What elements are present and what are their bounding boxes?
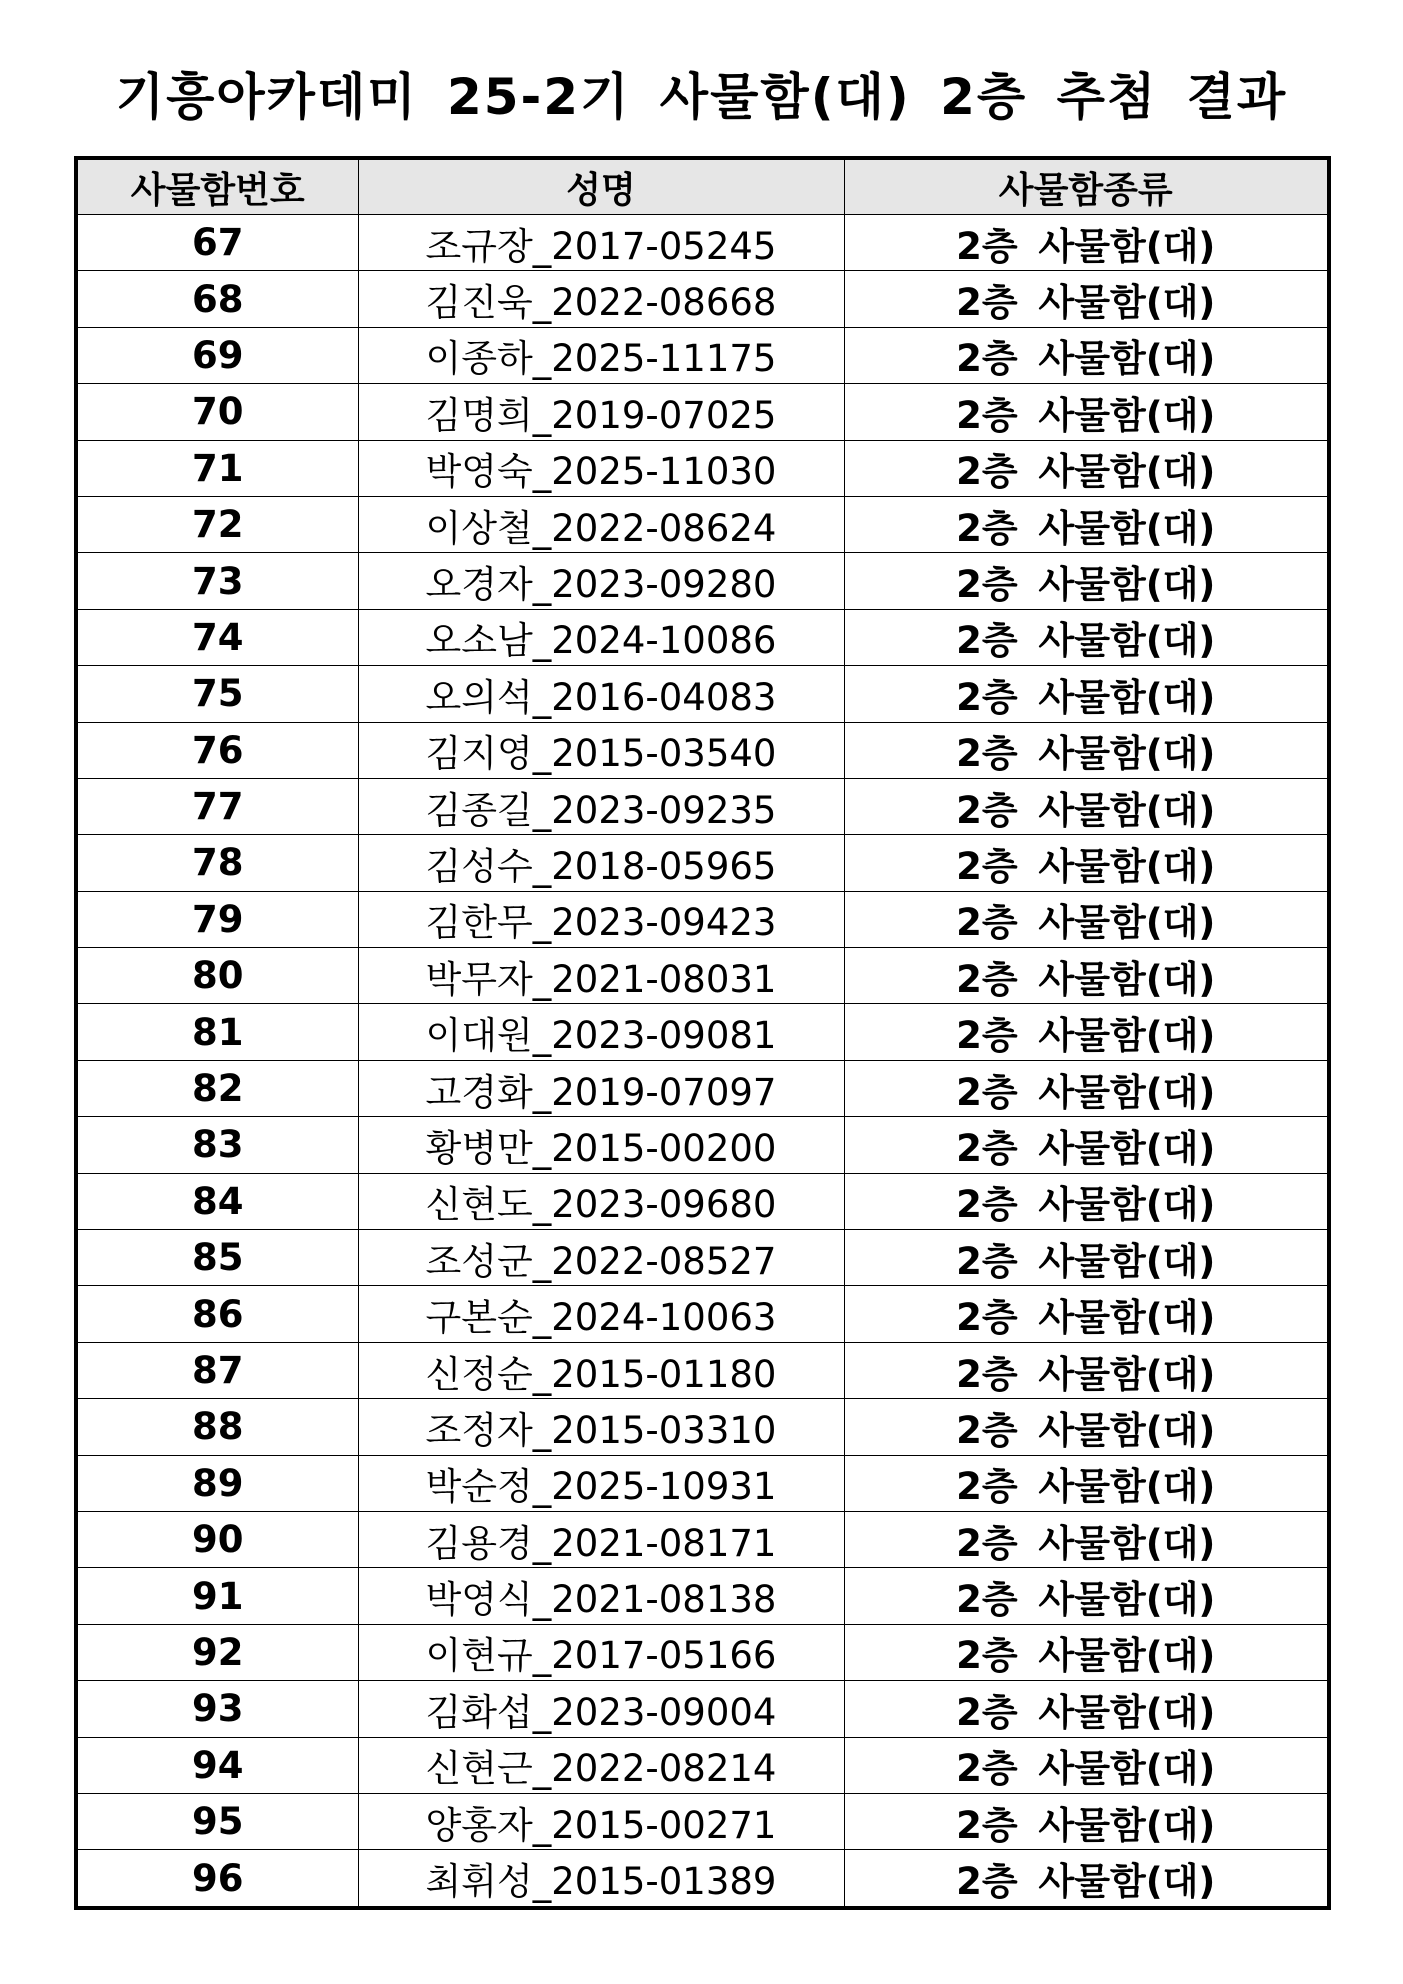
member-name-cell: 박영식_2021-08138 bbox=[358, 1568, 844, 1624]
table-row bbox=[78, 384, 1327, 440]
member-name-cell: 구본순_2024-10063 bbox=[358, 1286, 844, 1342]
member-name-cell: 오소남_2024-10086 bbox=[358, 609, 844, 665]
table-row bbox=[78, 778, 1327, 834]
locker-type-cell: 2층 사물함(대) bbox=[844, 496, 1327, 552]
locker-number-cell: 78 bbox=[78, 835, 358, 891]
locker-type-cell: 2층 사물함(대) bbox=[844, 1568, 1327, 1624]
locker-number-cell: 72 bbox=[78, 496, 358, 552]
locker-type-cell: 2층 사물함(대) bbox=[844, 271, 1327, 327]
table-row bbox=[78, 1230, 1327, 1286]
locker-number-cell: 67 bbox=[78, 215, 358, 271]
locker-type-cell: 2층 사물함(대) bbox=[844, 1004, 1327, 1060]
table-row bbox=[78, 553, 1327, 609]
locker-number-cell: 88 bbox=[78, 1399, 358, 1455]
table-row bbox=[78, 1455, 1327, 1511]
locker-number-cell: 82 bbox=[78, 1060, 358, 1116]
member-name-cell: 김지영_2015-03540 bbox=[358, 722, 844, 778]
member-name-cell: 황병만_2015-00200 bbox=[358, 1117, 844, 1173]
table-row bbox=[78, 440, 1327, 496]
locker-number-cell: 92 bbox=[78, 1624, 358, 1680]
table-body bbox=[78, 215, 1327, 1906]
page-title: 기흥아카데미 25-2기 사물함(대) 2층 추첨 결과 bbox=[115, 68, 1288, 126]
table-row bbox=[78, 835, 1327, 891]
member-name-cell: 김성수_2018-05965 bbox=[358, 835, 844, 891]
member-name-cell: 박무자_2021-08031 bbox=[358, 948, 844, 1004]
locker-number-cell: 86 bbox=[78, 1286, 358, 1342]
member-name-cell: 박영숙_2025-11030 bbox=[358, 440, 844, 496]
member-name-cell: 조정자_2015-03310 bbox=[358, 1399, 844, 1455]
locker-type-cell: 2층 사물함(대) bbox=[844, 835, 1327, 891]
locker-number-cell: 84 bbox=[78, 1173, 358, 1229]
table-row bbox=[78, 1117, 1327, 1173]
member-name-cell: 이종하_2025-11175 bbox=[358, 327, 844, 383]
locker-number-cell: 90 bbox=[78, 1511, 358, 1567]
member-name-cell: 신현근_2022-08214 bbox=[358, 1737, 844, 1793]
table-row bbox=[78, 1342, 1327, 1398]
table-row bbox=[78, 1624, 1327, 1680]
locker-number-cell: 69 bbox=[78, 327, 358, 383]
member-name-cell: 오경자_2023-09280 bbox=[358, 553, 844, 609]
table-row bbox=[78, 1004, 1327, 1060]
locker-type-cell: 2층 사물함(대) bbox=[844, 1793, 1327, 1849]
table-row bbox=[78, 609, 1327, 665]
table-row bbox=[78, 215, 1327, 271]
member-name-cell: 김종길_2023-09235 bbox=[358, 778, 844, 834]
locker-type-cell: 2층 사물함(대) bbox=[844, 948, 1327, 1004]
locker-type-cell: 2층 사물함(대) bbox=[844, 1455, 1327, 1511]
member-name-cell: 양홍자_2015-00271 bbox=[358, 1793, 844, 1849]
table-row bbox=[78, 496, 1327, 552]
locker-type-cell: 2층 사물함(대) bbox=[844, 891, 1327, 947]
locker-type-cell: 2층 사물함(대) bbox=[844, 1230, 1327, 1286]
member-name-cell: 신현도_2023-09680 bbox=[358, 1173, 844, 1229]
table-row bbox=[78, 666, 1327, 722]
locker-number-cell: 75 bbox=[78, 666, 358, 722]
locker-type-cell: 2층 사물함(대) bbox=[844, 1342, 1327, 1398]
table-row bbox=[78, 948, 1327, 1004]
member-name-cell: 이대원_2023-09081 bbox=[358, 1004, 844, 1060]
locker-number-cell: 81 bbox=[78, 1004, 358, 1060]
locker-number-cell: 95 bbox=[78, 1793, 358, 1849]
header-name: 성명 bbox=[358, 160, 844, 215]
locker-number-cell: 74 bbox=[78, 609, 358, 665]
locker-number-cell: 77 bbox=[78, 778, 358, 834]
member-name-cell: 조성군_2022-08527 bbox=[358, 1230, 844, 1286]
table-row bbox=[78, 1737, 1327, 1793]
locker-number-cell: 76 bbox=[78, 722, 358, 778]
table-row bbox=[78, 1511, 1327, 1567]
locker-type-cell: 2층 사물함(대) bbox=[844, 440, 1327, 496]
header-locker-number: 사물함번호 bbox=[78, 160, 358, 215]
table-row bbox=[78, 1793, 1327, 1849]
member-name-cell: 고경화_2019-07097 bbox=[358, 1060, 844, 1116]
member-name-cell: 신정순_2015-01180 bbox=[358, 1342, 844, 1398]
locker-type-cell: 2층 사물함(대) bbox=[844, 1173, 1327, 1229]
member-name-cell: 오의석_2016-04083 bbox=[358, 666, 844, 722]
table-row bbox=[78, 722, 1327, 778]
table-row bbox=[78, 1060, 1327, 1116]
locker-number-cell: 68 bbox=[78, 271, 358, 327]
member-name-cell: 박순정_2025-10931 bbox=[358, 1455, 844, 1511]
locker-type-cell: 2층 사물함(대) bbox=[844, 609, 1327, 665]
member-name-cell: 조규장_2017-05245 bbox=[358, 215, 844, 271]
table-row bbox=[78, 1568, 1327, 1624]
locker-number-cell: 87 bbox=[78, 1342, 358, 1398]
locker-type-cell: 2층 사물함(대) bbox=[844, 722, 1327, 778]
locker-type-cell: 2층 사물함(대) bbox=[844, 778, 1327, 834]
table-row bbox=[78, 1850, 1327, 1906]
table-row bbox=[78, 1286, 1327, 1342]
locker-type-cell: 2층 사물함(대) bbox=[844, 215, 1327, 271]
locker-type-cell: 2층 사물함(대) bbox=[844, 1737, 1327, 1793]
locker-number-cell: 80 bbox=[78, 948, 358, 1004]
locker-number-cell: 89 bbox=[78, 1455, 358, 1511]
locker-number-cell: 83 bbox=[78, 1117, 358, 1173]
locker-type-cell: 2층 사물함(대) bbox=[844, 1850, 1327, 1906]
locker-number-cell: 71 bbox=[78, 440, 358, 496]
member-name-cell: 최휘성_2015-01389 bbox=[358, 1850, 844, 1906]
locker-number-cell: 70 bbox=[78, 384, 358, 440]
locker-number-cell: 91 bbox=[78, 1568, 358, 1624]
locker-type-cell: 2층 사물함(대) bbox=[844, 327, 1327, 383]
table-row bbox=[78, 1173, 1327, 1229]
locker-type-cell: 2층 사물함(대) bbox=[844, 1286, 1327, 1342]
locker-number-cell: 93 bbox=[78, 1681, 358, 1737]
locker-number-cell: 94 bbox=[78, 1737, 358, 1793]
member-name-cell: 이현규_2017-05166 bbox=[358, 1624, 844, 1680]
locker-number-cell: 73 bbox=[78, 553, 358, 609]
locker-number-cell: 79 bbox=[78, 891, 358, 947]
table-header-row bbox=[78, 160, 1327, 215]
header-locker-type: 사물함종류 bbox=[844, 160, 1327, 215]
table-row bbox=[78, 1681, 1327, 1737]
locker-result-table bbox=[74, 156, 1331, 1910]
member-name-cell: 김용경_2021-08171 bbox=[358, 1511, 844, 1567]
locker-type-cell: 2층 사물함(대) bbox=[844, 553, 1327, 609]
locker-type-cell: 2층 사물함(대) bbox=[844, 1511, 1327, 1567]
table-row bbox=[78, 327, 1327, 383]
member-name-cell: 김명희_2019-07025 bbox=[358, 384, 844, 440]
locker-type-cell: 2층 사물함(대) bbox=[844, 1399, 1327, 1455]
table-row bbox=[78, 891, 1327, 947]
member-name-cell: 김진욱_2022-08668 bbox=[358, 271, 844, 327]
table-row bbox=[78, 271, 1327, 327]
locker-number-cell: 96 bbox=[78, 1850, 358, 1906]
member-name-cell: 김화섭_2023-09004 bbox=[358, 1681, 844, 1737]
member-name-cell: 김한무_2023-09423 bbox=[358, 891, 844, 947]
locker-type-cell: 2층 사물함(대) bbox=[844, 1060, 1327, 1116]
table-row bbox=[78, 1399, 1327, 1455]
locker-type-cell: 2층 사물함(대) bbox=[844, 666, 1327, 722]
locker-type-cell: 2층 사물함(대) bbox=[844, 1624, 1327, 1680]
member-name-cell: 이상철_2022-08624 bbox=[358, 496, 844, 552]
locker-type-cell: 2층 사물함(대) bbox=[844, 1681, 1327, 1737]
locker-type-cell: 2층 사물함(대) bbox=[844, 384, 1327, 440]
locker-type-cell: 2층 사물함(대) bbox=[844, 1117, 1327, 1173]
locker-number-cell: 85 bbox=[78, 1230, 358, 1286]
